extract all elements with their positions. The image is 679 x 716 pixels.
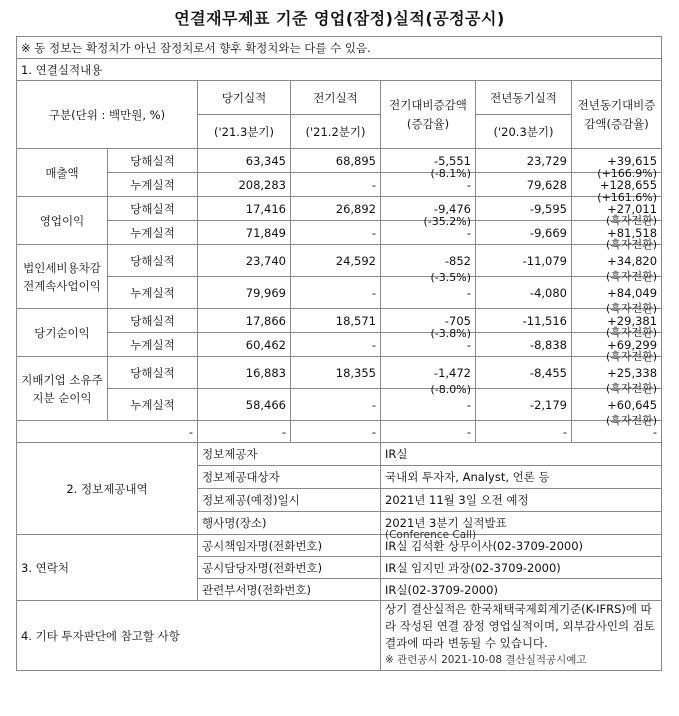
yoy-prev-value: -9,669 bbox=[476, 221, 572, 245]
current-value: 58,466 bbox=[198, 389, 291, 421]
info-value: IR실 bbox=[381, 443, 662, 466]
yoy-change-rate: (흑자전환) bbox=[605, 270, 658, 283]
row-group: 매출액 bbox=[17, 149, 108, 197]
header-yoy-prev-period: ('20.3분기) bbox=[476, 115, 572, 149]
section1-label: 1. 연결실적내용 bbox=[17, 59, 662, 81]
qoq-change-value: -852 bbox=[444, 253, 471, 268]
yoy-prev-value: -4,080 bbox=[476, 277, 572, 309]
yoy-change-value: +69,299 bbox=[607, 337, 658, 352]
yoy-prev-value: 79,628 bbox=[476, 173, 572, 197]
notice: ※ 동 정보는 확정치가 아닌 잠정치로서 향후 확정치와는 다를 수 있음. bbox=[17, 37, 662, 59]
contact-key: 관련부서명(전화번호) bbox=[198, 579, 381, 601]
qoq-change-value: - bbox=[466, 424, 471, 439]
contact-key: 공시담당자명(전화번호) bbox=[198, 557, 381, 579]
qoq-change bbox=[381, 421, 476, 443]
table-row bbox=[17, 421, 662, 443]
current-value: 79,969 bbox=[198, 277, 291, 309]
yoy-change-value: +29,381 bbox=[607, 313, 658, 328]
yoy-change-rate: (흑자전환) bbox=[605, 350, 658, 363]
row-type: 누계실적 bbox=[108, 389, 198, 421]
header-current-period: ('21.3분기) bbox=[198, 115, 291, 149]
previous-value: 68,895 bbox=[291, 149, 381, 173]
table-row bbox=[17, 173, 662, 197]
table-row bbox=[17, 245, 662, 277]
yoy-change bbox=[572, 197, 662, 227]
yoy-change-value: +25,338 bbox=[607, 365, 658, 380]
yoy-change-value: +84,049 bbox=[607, 285, 658, 300]
current-value: 23,740 bbox=[198, 245, 291, 277]
section4-text bbox=[381, 601, 662, 671]
yoy-prev-value: 23,729 bbox=[476, 149, 572, 173]
qoq-change bbox=[381, 245, 476, 284]
contact-text: IR실 김석환 상무이사(02-3709-2000) bbox=[385, 538, 584, 553]
qoq-change-value: -5,551 bbox=[433, 153, 471, 168]
qoq-change bbox=[381, 277, 476, 309]
current-value: 208,283 bbox=[198, 173, 291, 197]
section3-label: 3. 연락처 bbox=[17, 535, 198, 601]
info-key: 정보제공대상자 bbox=[198, 466, 381, 489]
qoq-change-value: - bbox=[466, 337, 471, 352]
previous-value: 18,355 bbox=[291, 357, 381, 389]
table-row bbox=[17, 309, 662, 333]
row-type: 당해실적 bbox=[108, 309, 198, 333]
current-value: 63,345 bbox=[198, 149, 291, 173]
yoy-change-value: +81,518 bbox=[607, 225, 658, 240]
qoq-change-value: -9,476 bbox=[433, 201, 471, 216]
yoy-prev-value: -8,455 bbox=[476, 357, 572, 389]
yoy-prev-value: -11,079 bbox=[476, 245, 572, 277]
row-group: 지배기업 소유주지분 순이익 bbox=[17, 357, 108, 421]
info-value: 2021년 11월 3일 오전 예정 bbox=[381, 489, 662, 512]
related-label: ※ 관련공시 bbox=[385, 654, 438, 666]
header-yoy: 전년동기대비증감액(증감율) bbox=[572, 81, 662, 149]
qoq-change-value: -705 bbox=[444, 313, 471, 328]
related-disclosure bbox=[385, 652, 657, 669]
contact-value: IR실(02-3709-2000) bbox=[381, 579, 662, 601]
related-value: 2021-10-08 결산실적공시예고 bbox=[441, 654, 587, 666]
info-value: 2021년 3분기 실적발표 bbox=[381, 512, 662, 535]
yoy-change-rate: (흑자전환) bbox=[605, 238, 658, 251]
row-type: 당해실적 bbox=[108, 197, 198, 221]
conference-call-note: (Conference Call) bbox=[385, 529, 477, 541]
section4-label: 4. 기타 투자판단에 참고할 사항 bbox=[17, 601, 381, 671]
section4-body: 상기 결산실적은 한국채택국제회계기준(K-IFRS)에 따라 작성된 연결 잠정 영업실적이며, 외부감사인의 검토결과에 따라 변동될 수 있습니다. bbox=[385, 602, 655, 650]
yoy-change-rate: (흑자전환) bbox=[605, 382, 658, 395]
table-row bbox=[17, 149, 662, 173]
qoq-change-value: -1,472 bbox=[433, 365, 471, 380]
qoq-change bbox=[381, 309, 476, 340]
header-current: 당기실적 bbox=[198, 81, 291, 115]
info-key: 정보제공(예정)일시 bbox=[198, 489, 381, 512]
yoy-change bbox=[572, 173, 662, 204]
row-type: 누계실적 bbox=[108, 221, 198, 245]
yoy-prev-value: - bbox=[476, 421, 572, 443]
previous-value: 18,571 bbox=[291, 309, 381, 333]
contact-key: 공시책임자명(전화번호) bbox=[198, 535, 381, 557]
yoy-change-rate: (흑자전환) bbox=[605, 214, 658, 227]
qoq-change-rate: (-8.1%) bbox=[430, 167, 471, 180]
table-row bbox=[17, 277, 662, 309]
qoq-change-rate: (-35.2%) bbox=[423, 215, 471, 228]
yoy-change-value: +39,615 bbox=[607, 153, 658, 168]
yoy-change bbox=[572, 389, 662, 427]
row-type: 당해실적 bbox=[108, 357, 198, 389]
yoy-change-value: +128,655 bbox=[599, 177, 658, 192]
previous-value: - bbox=[291, 277, 381, 309]
row-type: 당해실적 bbox=[108, 149, 198, 173]
qoq-change bbox=[381, 149, 476, 180]
info-value: 국내외 투자자, Analyst, 언론 등 bbox=[381, 466, 662, 489]
qoq-change bbox=[381, 221, 476, 245]
qoq-change-value: - bbox=[466, 225, 471, 240]
row-group: - bbox=[17, 421, 198, 443]
header-previous: 전기실적 bbox=[291, 81, 381, 115]
contact-value: IR실 임지민 과장(02-3709-2000) bbox=[381, 557, 662, 579]
qoq-change-value: - bbox=[466, 285, 471, 300]
qoq-change-value: - bbox=[466, 177, 471, 192]
qoq-change bbox=[381, 333, 476, 357]
header-previous-period: ('21.2분기) bbox=[291, 115, 381, 149]
page-title: 연결재무제표 기준 영업(잠정)실적(공정공시) bbox=[174, 9, 505, 28]
yoy-change bbox=[572, 421, 662, 443]
current-value: 16,883 bbox=[198, 357, 291, 389]
yoy-change-rate: (흑자전환) bbox=[605, 302, 658, 315]
contact-value bbox=[381, 529, 662, 557]
previous-value: 24,592 bbox=[291, 245, 381, 277]
yoy-change bbox=[572, 149, 662, 180]
qoq-change bbox=[381, 197, 476, 228]
yoy-change bbox=[572, 309, 662, 339]
qoq-change-rate: (-8.0%) bbox=[430, 383, 471, 396]
qoq-change-value: - bbox=[466, 397, 471, 412]
table-row bbox=[17, 197, 662, 221]
row-type: 당해실적 bbox=[108, 245, 198, 277]
header-category: 구분(단위 : 백만원, %) bbox=[17, 81, 198, 149]
yoy-prev-value: -11,516 bbox=[476, 309, 572, 333]
yoy-prev-value: -8,838 bbox=[476, 333, 572, 357]
yoy-change bbox=[572, 357, 662, 395]
qoq-change bbox=[381, 357, 476, 396]
info-key: 정보제공자 bbox=[198, 443, 381, 466]
table-row bbox=[17, 389, 662, 421]
previous-value: - bbox=[291, 221, 381, 245]
table-row bbox=[17, 333, 662, 357]
yoy-change bbox=[572, 333, 662, 363]
table-row bbox=[17, 221, 662, 245]
yoy-change-value: +34,820 bbox=[607, 253, 658, 268]
header-qoq: 전기대비증감액(증감율) bbox=[381, 81, 476, 149]
yoy-change-value: +60,645 bbox=[607, 397, 658, 412]
yoy-change-value: +27,011 bbox=[607, 201, 658, 216]
yoy-change bbox=[572, 277, 662, 315]
yoy-change-rate: (흑자전환) bbox=[605, 326, 658, 339]
current-value: - bbox=[198, 421, 291, 443]
table-row bbox=[17, 357, 662, 389]
row-type: 누계실적 bbox=[108, 333, 198, 357]
qoq-change-rate: (-3.5%) bbox=[430, 271, 471, 284]
yoy-change bbox=[572, 221, 662, 251]
current-value: 71,849 bbox=[198, 221, 291, 245]
info-key: 행사명(장소) bbox=[198, 512, 381, 535]
previous-value: - bbox=[291, 173, 381, 197]
previous-value: - bbox=[291, 333, 381, 357]
row-type: 누계실적 bbox=[108, 277, 198, 309]
row-group: 영업이익 bbox=[17, 197, 108, 245]
row-type: 누계실적 bbox=[108, 173, 198, 197]
disclosure-table bbox=[16, 36, 661, 671]
previous-value: - bbox=[291, 389, 381, 421]
yoy-change-rate: (+161.6%) bbox=[597, 191, 658, 204]
header-yoy-prev: 전년동기실적 bbox=[476, 81, 572, 115]
qoq-change bbox=[381, 389, 476, 421]
row-group: 당기순이익 bbox=[17, 309, 108, 357]
yoy-prev-value: -9,595 bbox=[476, 197, 572, 221]
qoq-change bbox=[381, 173, 476, 197]
previous-value: - bbox=[291, 421, 381, 443]
yoy-change-rate: (+166.9%) bbox=[597, 167, 658, 180]
yoy-prev-value: -2,179 bbox=[476, 389, 572, 421]
yoy-change bbox=[572, 245, 662, 283]
section2-label: 2. 정보제공내역 bbox=[17, 443, 198, 535]
previous-value: 26,892 bbox=[291, 197, 381, 221]
yoy-change-rate: (흑자전환) bbox=[605, 414, 658, 427]
qoq-change-rate: (-3.8%) bbox=[430, 327, 471, 340]
row-group: 법인세비용차감전계속사업이익 bbox=[17, 245, 108, 309]
yoy-change-value: - bbox=[652, 424, 658, 439]
current-value: 17,866 bbox=[198, 309, 291, 333]
current-value: 60,462 bbox=[198, 333, 291, 357]
current-value: 17,416 bbox=[198, 197, 291, 221]
